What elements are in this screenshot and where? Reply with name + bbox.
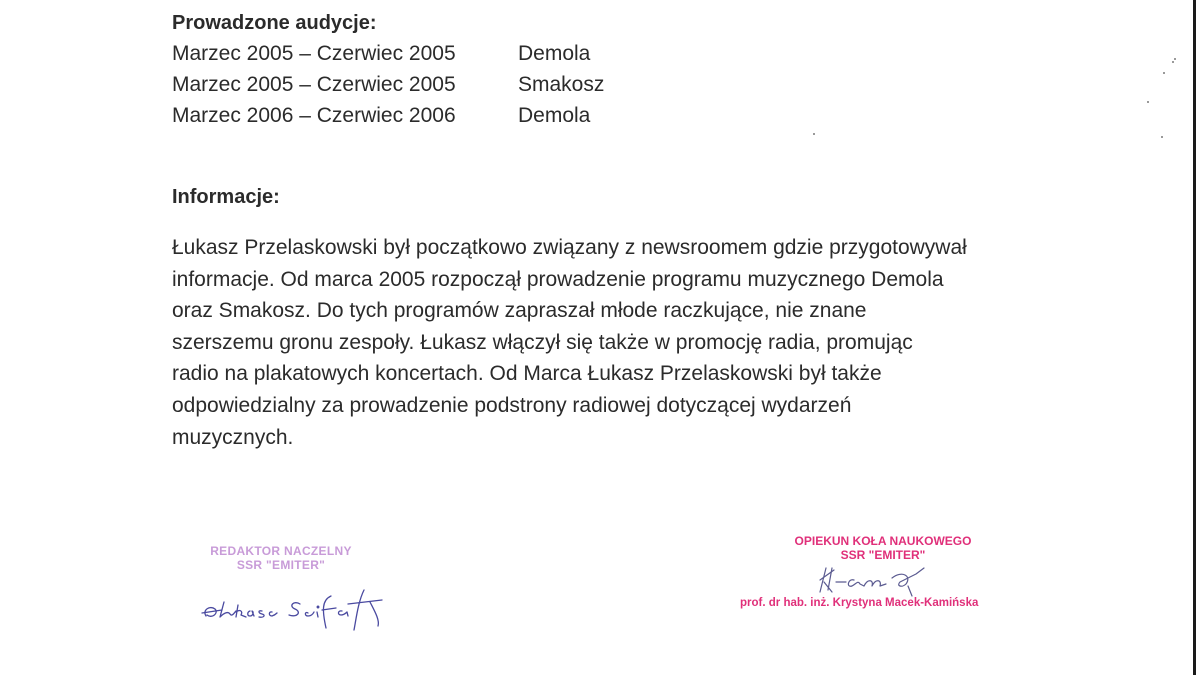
show-row	[172, 101, 590, 131]
show-row	[172, 70, 604, 100]
scan-speck	[813, 133, 815, 135]
info-paragraph	[172, 232, 1052, 453]
show-name: Smakosz	[518, 73, 605, 96]
editor-signature	[196, 580, 396, 632]
scan-speck	[1163, 72, 1165, 74]
info-heading: Informacje:	[172, 186, 280, 208]
paragraph-line: informacje. Od marca 2005 rozpoczął prowadzenie programu muzycznego Demola	[172, 267, 944, 291]
scan-speck	[1172, 61, 1174, 63]
editor-stamp-title: REDAKTOR NACZELNY	[210, 544, 352, 558]
scan-speck	[1174, 58, 1176, 60]
supervisor-stamp	[772, 534, 994, 562]
paragraph-line: radio na plakatowych koncertach. Od Marca Łukasz Przelaskowski był także	[172, 362, 882, 386]
shows-heading: Prowadzone audycje:	[172, 12, 377, 34]
scan-speck	[1147, 101, 1149, 103]
show-period: Marzec 2005 – Czerwiec 2005	[172, 42, 456, 65]
show-period: Marzec 2006 – Czerwiec 2006	[172, 104, 456, 127]
editor-stamp-org: SSR "EMITER"	[236, 558, 326, 572]
editor-stamp	[198, 544, 364, 572]
supervisor-stamp-title: OPIEKUN KOŁA NAUKOWEGO	[794, 534, 972, 548]
show-period: Marzec 2005 – Czerwiec 2005	[172, 73, 456, 96]
show-row	[172, 39, 590, 69]
supervisor-name: prof. dr hab. inż. Krystyna Macek-Kamińska	[740, 597, 979, 609]
paragraph-line: odpowiedzialny za prowadzenie podstrony radiowej dotyczącej wydarzeń	[172, 393, 852, 417]
show-name: Demola	[518, 104, 591, 127]
page-edge	[1193, 0, 1196, 675]
scan-speck	[1161, 136, 1163, 138]
paragraph-line: Łukasz Przelaskowski był początkowo związany z newsroomem gdzie przygotowywał	[172, 236, 967, 259]
supervisor-stamp-org: SSR "EMITER"	[840, 548, 926, 562]
paragraph-line: oraz Smakosz. Do tych programów zapraszał młode raczkujące, nie znane	[172, 299, 867, 323]
supervisor-signature	[812, 562, 942, 598]
paragraph-line: muzycznych.	[172, 425, 294, 449]
paragraph-line: szerszemu gronu zespoły. Łukasz włączył się także w promocję radia, promując	[172, 330, 913, 354]
show-name: Demola	[518, 42, 591, 65]
